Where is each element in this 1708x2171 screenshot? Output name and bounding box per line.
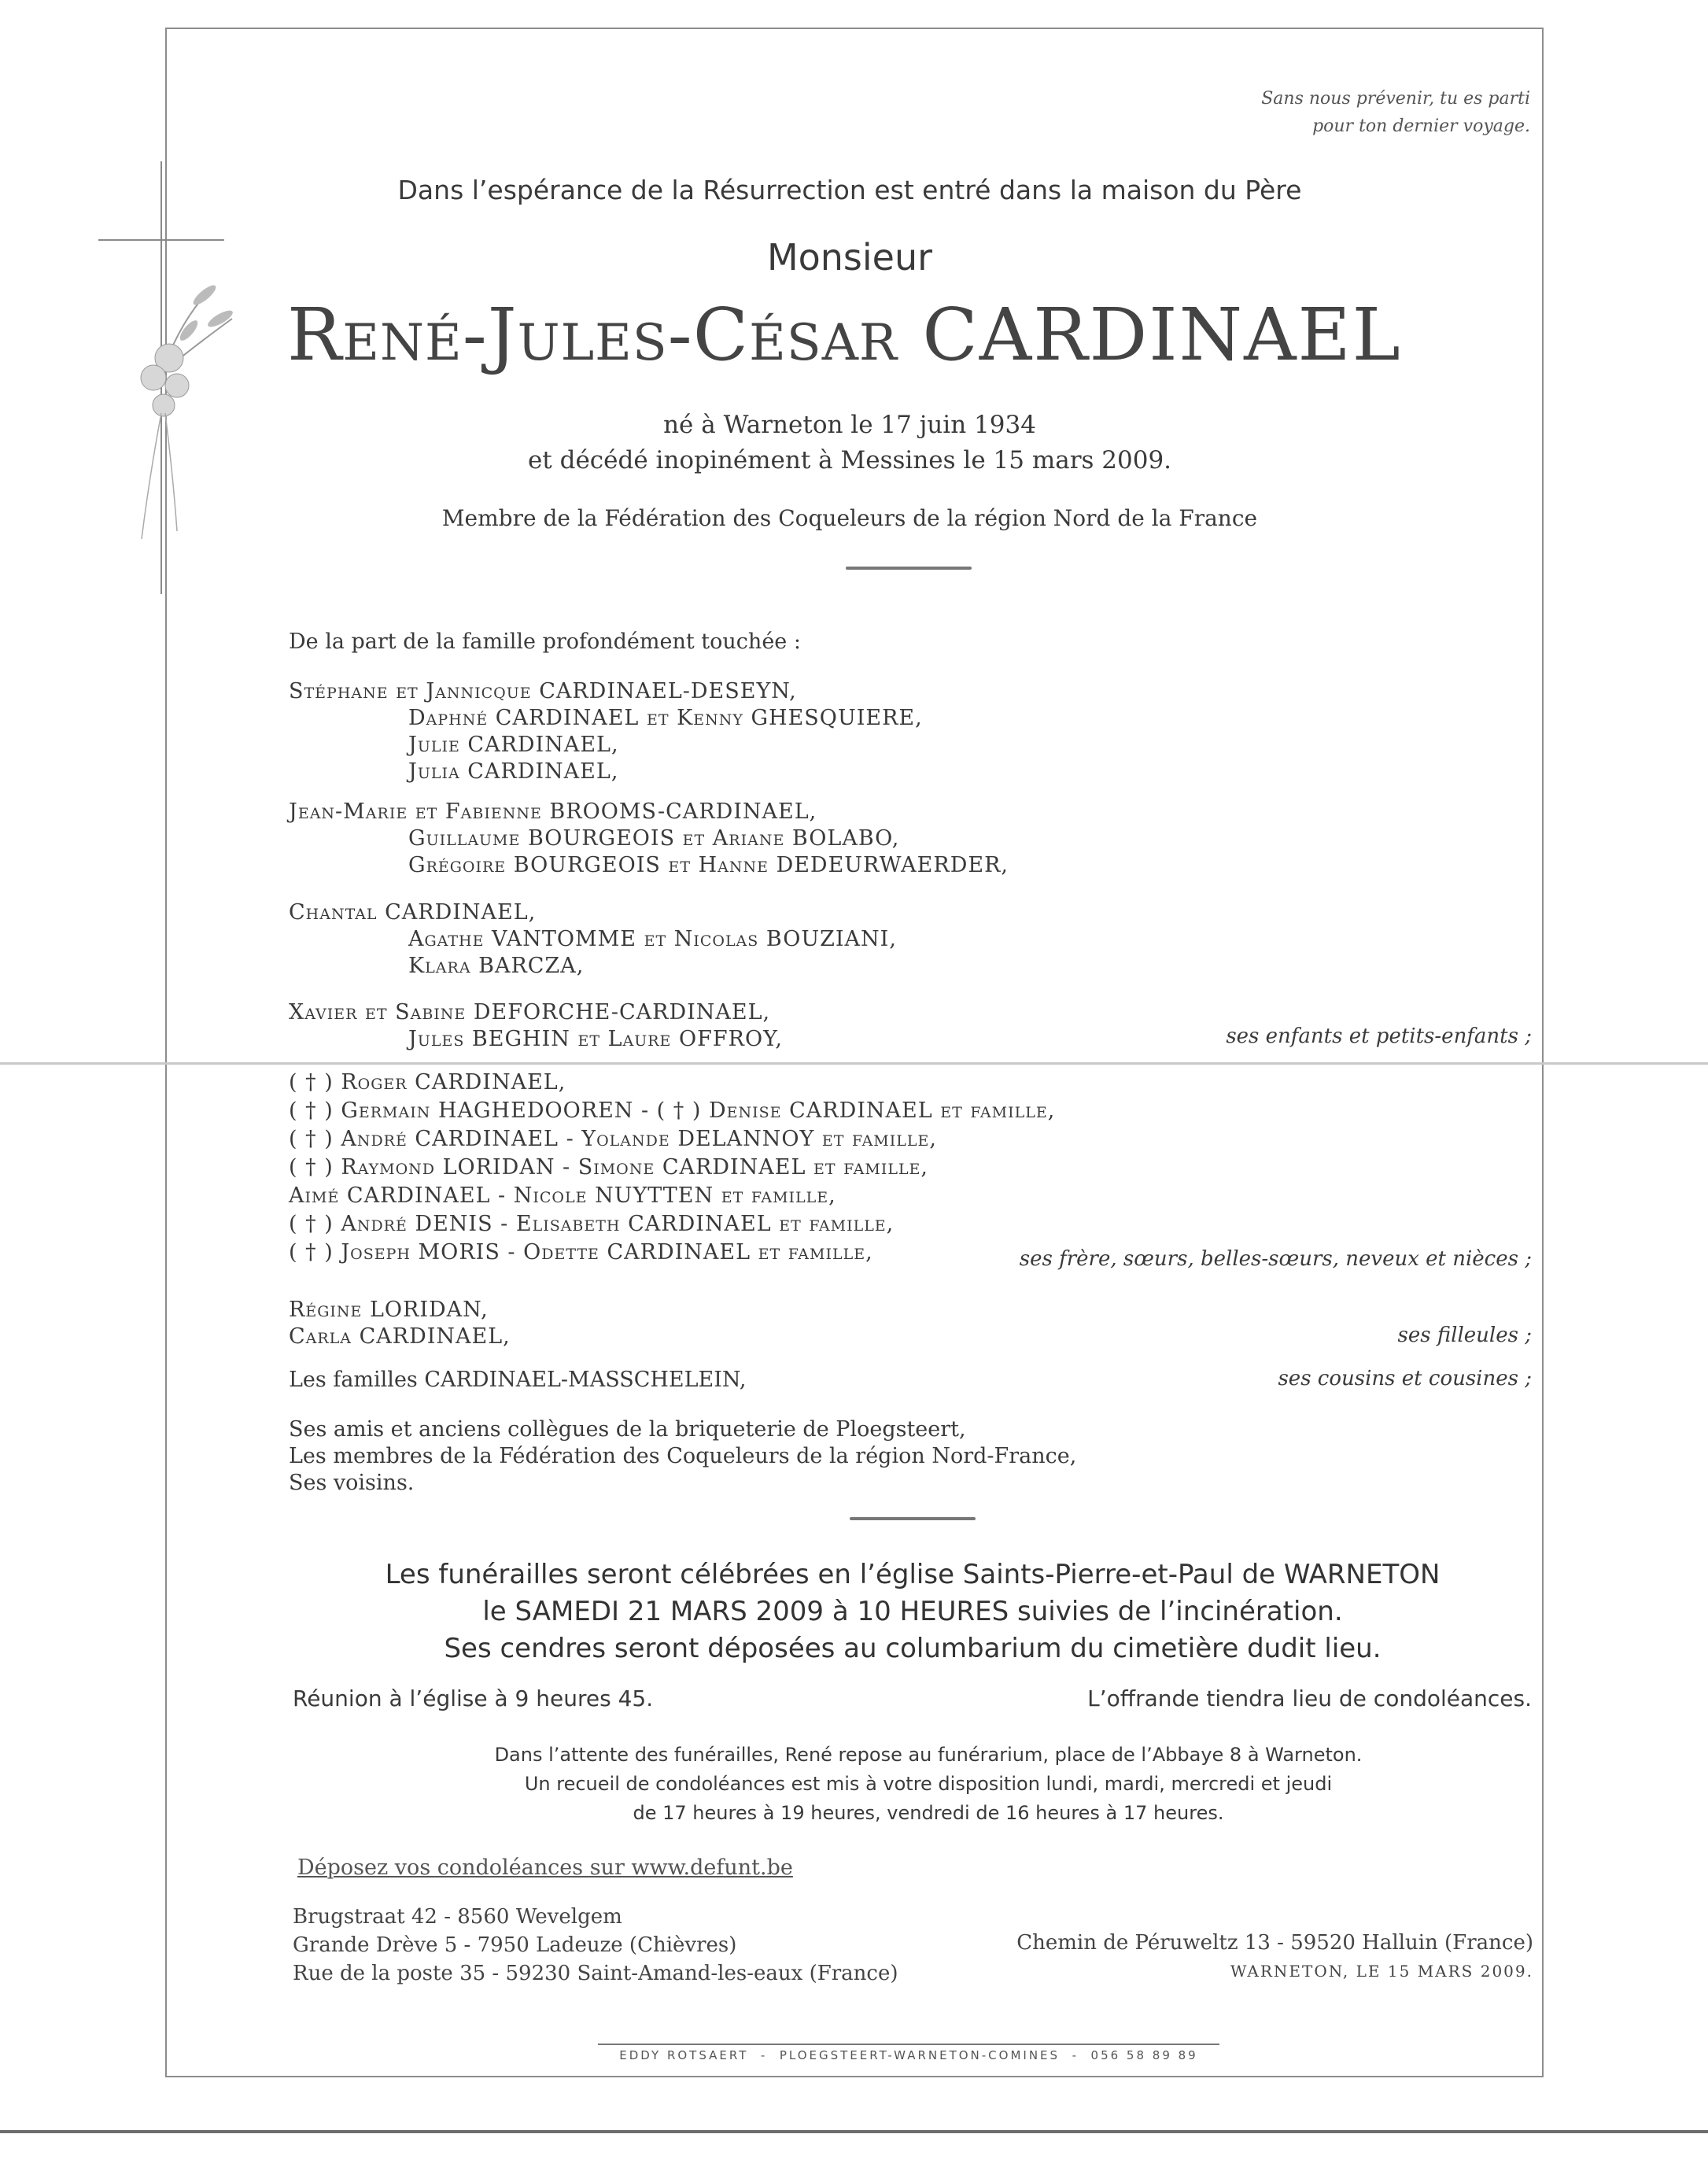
family-line: Chantal CARDINAEL, xyxy=(289,900,537,925)
children-group xyxy=(289,899,897,980)
death-line: et décédé inopinément à Messines le 15 mars 2009. xyxy=(527,446,1172,474)
family-intro: De la part de la famille profondément touchée : xyxy=(289,630,801,654)
funeral-line: Les funérailles seront célébrées en l’église Saints-Pierre-et-Paul de WARNETON xyxy=(385,1559,1441,1590)
title-prefix: Monsieur xyxy=(766,236,933,279)
epigraph xyxy=(1196,85,1530,140)
epigraph-line: pour ton dernier voyage. xyxy=(1312,116,1530,136)
address-right: Chemin de Péruweltz 13 - 59520 Halluin (France) xyxy=(1016,1931,1533,1955)
funeral-line: le SAMEDI 21 MARS 2009 à 10 HEURES suivies de l’incinération. xyxy=(482,1596,1343,1627)
cross-flower-icon xyxy=(94,161,275,602)
deceased-given-names: René-Jules-César xyxy=(287,293,898,377)
family-line: Klara BARCZA, xyxy=(408,954,585,978)
family-line: Julia CARDINAEL, xyxy=(408,759,619,784)
family-line: Julie CARDINAEL, xyxy=(408,733,619,757)
godchildren-note: ses filleules ; xyxy=(1397,1324,1532,1347)
family-line: Grégoire BOURGEOIS et Hanne DEDEURWAERDER, xyxy=(408,853,1009,877)
sibling-line: ( † ) Germain HAGHEDOOREN - ( † ) Denise CARDINAEL et famille, xyxy=(289,1098,1056,1123)
family-line: Daphné CARDINAEL et Kenny GHESQUIERE, xyxy=(408,706,923,730)
family-line: Guillaume BOURGEOIS et Ariane BOLABO, xyxy=(408,826,900,851)
address-line: Rue de la poste 35 - 59230 Saint-Amand-les-eaux (France) xyxy=(293,1962,898,1985)
siblings-note: ses frère, sœurs, belles-sœurs, neveux et nièces ; xyxy=(1019,1247,1532,1271)
visitation-block xyxy=(330,1741,1526,1828)
deceased-family-name: CARDINAEL xyxy=(922,293,1402,377)
godchild-line: Régine LORIDAN, xyxy=(289,1298,489,1322)
siblings-list xyxy=(289,1069,1055,1267)
children-note: ses enfants et petits-enfants ; xyxy=(1226,1025,1532,1048)
addresses-left xyxy=(293,1903,898,1988)
godchildren-list xyxy=(289,1297,511,1350)
children-group xyxy=(289,999,783,1053)
others-list xyxy=(289,1416,1076,1497)
sibling-line: ( † ) Joseph MORIS - Odette CARDINAEL et famille, xyxy=(289,1240,873,1265)
membership-line: Membre de la Fédération des Coqueleurs de la région Nord de la France xyxy=(441,505,1258,531)
printer-footer: EDDY ROTSAERT - PLOEGSTEERT-WARNETON-COMINES - 056 58 89 89 xyxy=(598,2044,1219,2062)
meeting-line: Réunion à l’église à 9 heures 45. xyxy=(293,1685,654,1711)
ornament-divider xyxy=(846,567,972,570)
children-group xyxy=(289,799,1009,879)
others-line: Ses voisins. xyxy=(289,1471,415,1495)
offering-line: L’offrande tiendra lieu de condoléances. xyxy=(1087,1685,1532,1711)
children-group xyxy=(289,678,923,785)
birth-line: né à Warneton le 17 juin 1934 xyxy=(663,411,1036,439)
address-line: Grande Drève 5 - 7950 Ladeuze (Chièvres) xyxy=(293,1933,737,1957)
bottom-rule xyxy=(0,2130,1708,2133)
deceased-name xyxy=(287,293,1538,377)
funeral-line: Ses cendres seront déposées au columbarium du cimetière dudit lieu. xyxy=(444,1633,1382,1664)
sibling-line: ( † ) André DENIS - Elisabeth CARDINAEL et famille, xyxy=(289,1212,895,1236)
sibling-line: Aimé CARDINAEL - Nicole NUYTTEN et famille, xyxy=(289,1183,836,1208)
life-dates xyxy=(283,408,1416,478)
visitation-line: de 17 heures à 19 heures, vendredi de 16 heures à 17 heures. xyxy=(633,1802,1224,1824)
others-line: Ses amis et anciens collègues de la briqueterie de Ploegsteert, xyxy=(289,1417,966,1442)
visitation-line: Un recueil de condoléances est mis à votre disposition lundi, mardi, mercredi et jeudi xyxy=(524,1773,1333,1795)
epigraph-line: Sans nous prévenir, tu es parti xyxy=(1261,89,1530,109)
sibling-line: ( † ) André CARDINAEL - Yolande DELANNOY et famille, xyxy=(289,1127,937,1151)
family-line: Agathe VANTOMME et Nicolas BOUZIANI, xyxy=(408,927,897,951)
ornament-divider xyxy=(850,1517,976,1520)
visitation-line: Dans l’attente des funérailles, René repose au funérarium, place de l’Abbaye 8 à Warneton. xyxy=(494,1744,1363,1766)
others-line: Les membres de la Fédération des Coqueleurs de la région Nord-France, xyxy=(289,1444,1077,1468)
funeral-block xyxy=(283,1556,1542,1667)
cousins-note: ses cousins et cousines ; xyxy=(1278,1367,1532,1390)
family-line: Stéphane et Jannicque CARDINAEL-DESEYN, xyxy=(289,679,797,703)
fold-line xyxy=(0,1062,1708,1065)
family-line: Xavier et Sabine DEFORCHE-CARDINAEL, xyxy=(289,1000,771,1025)
cousins-line: Les familles CARDINAEL-MASSCHELEIN, xyxy=(289,1368,747,1392)
family-line: Jean-Marie et Fabienne BROOMS-CARDINAEL, xyxy=(289,799,817,824)
address-line: Brugstraat 42 - 8560 Wevelgem xyxy=(293,1905,622,1929)
condolence-link[interactable]: Déposez vos condoléances sur www.defunt.be xyxy=(297,1855,793,1880)
sibling-line: ( † ) Raymond LORIDAN - Simone CARDINAEL et famille, xyxy=(289,1155,929,1180)
date-place: WARNETON, LE 15 MARS 2009. xyxy=(1230,1962,1533,1981)
godchild-line: Carla CARDINAEL, xyxy=(289,1324,511,1349)
sibling-line: ( † ) Roger CARDINAEL, xyxy=(289,1070,566,1095)
family-line: Jules BEGHIN et Laure OFFROY, xyxy=(408,1027,783,1051)
intro-text: Dans l’espérance de la Résurrection est entré dans la maison du Père xyxy=(397,175,1302,205)
